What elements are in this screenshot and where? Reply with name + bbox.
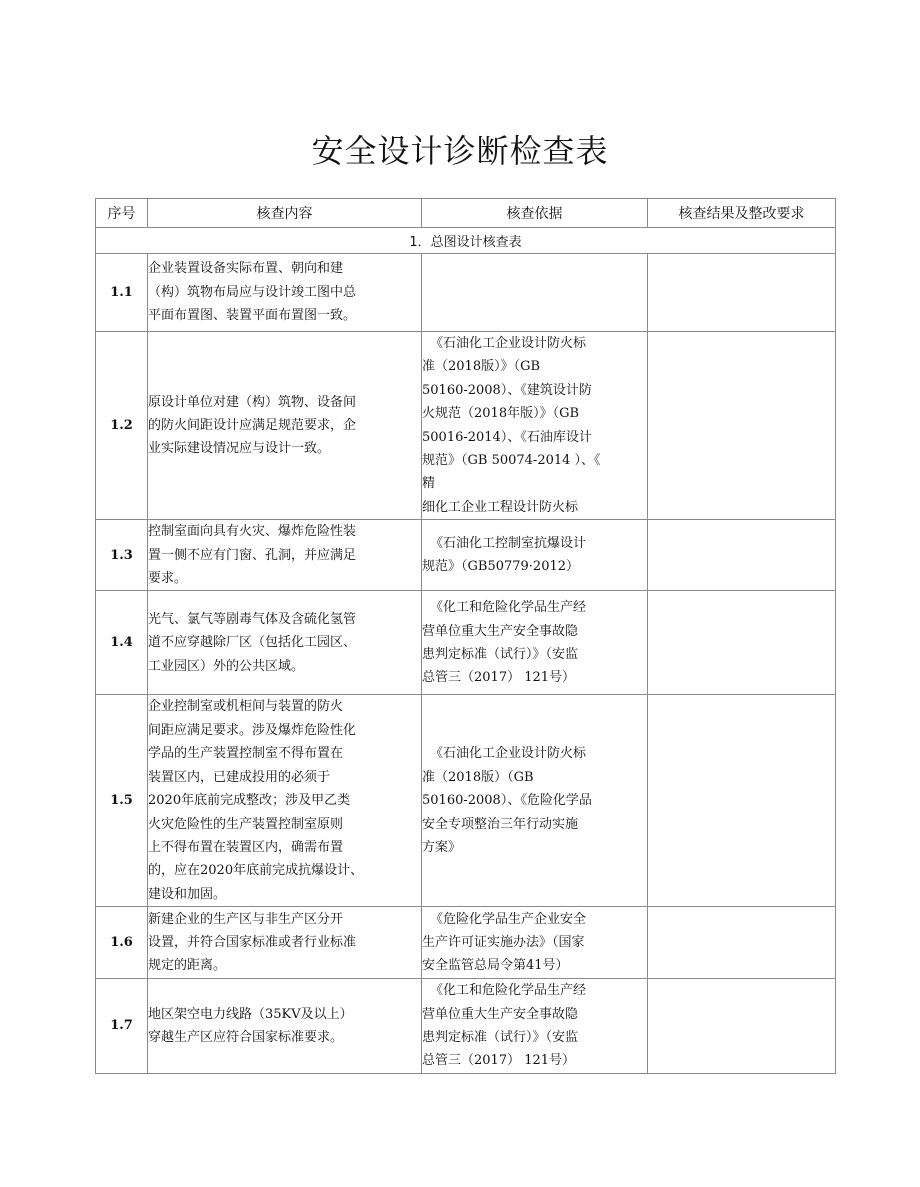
content-line: 设置，并符合国家标准或者行业标准 (148, 934, 357, 950)
content-line: 2020年底前完成整改；涉及甲乙类 (148, 793, 351, 809)
content-line: 平面布置图、装置平面布置图一致。 (148, 308, 357, 324)
row-content (148, 907, 422, 979)
basis-line: 《化工和危险化学品生产经 (430, 983, 587, 999)
content-line: 建设和加固。 (148, 886, 227, 902)
content-line: 间距应满足要求。涉及爆炸危险性化 (148, 722, 357, 738)
section-row (96, 228, 836, 254)
basis-line: 安全监管总局令第41号） (422, 958, 569, 974)
basis-line: 《石油化工企业设计防火标 (430, 336, 587, 351)
row-result (648, 332, 836, 520)
row-content (148, 254, 422, 332)
basis-line: 营单位重大生产安全事故隐 (422, 623, 579, 639)
content-line: 原设计单位对建（构）筑物、设备间 (148, 394, 357, 410)
content-line: 地区架空电力线路（35KV及以上） (148, 1006, 353, 1022)
content-line: 规定的距离。 (148, 958, 227, 974)
row-number: 1.7 (96, 979, 148, 1074)
content-line: 的，应在2020年底前完成抗爆设计、 (148, 863, 364, 879)
content-line: 的防火间距设计应满足规范要求，企 (148, 417, 357, 433)
header-content: 核查内容 (148, 199, 422, 228)
basis-line: 总管三（2017） 121号） (422, 670, 576, 686)
content-line: 新建企业的生产区与非生产区分开 (148, 911, 344, 927)
row-basis (422, 695, 648, 907)
row-basis (422, 591, 648, 695)
content-line: 控制室面向具有火灾、爆炸危险性装 (148, 524, 357, 540)
content-line: 道不应穿越除厂区（包括化工园区、 (148, 635, 357, 651)
row-number: 1.1 (96, 254, 148, 332)
content-line: （构）筑物布局应与设计竣工图中总 (148, 284, 357, 300)
basis-line: 细化工企业工程设计防火标 (422, 499, 579, 515)
basis-line: 50160-2008）、《建筑设计防 (422, 382, 592, 398)
table-row (96, 695, 836, 907)
row-result (648, 591, 836, 695)
table-row (96, 979, 836, 1074)
basis-line: 《石油化工控制室抗爆设计 (430, 535, 587, 551)
content-line: 装置区内，已建成投用的必须于 (148, 769, 331, 785)
row-basis (422, 907, 648, 979)
row-result (648, 520, 836, 591)
table-row (96, 332, 836, 520)
basis-line: 精 (422, 476, 436, 492)
section-title: 1．总图设计核查表 (96, 228, 836, 254)
row-result (648, 907, 836, 979)
content-line: 火灾危险性的生产装置控制室原则 (148, 816, 344, 832)
table-row (96, 520, 836, 591)
basis-line: 《化工和危险化学品生产经 (430, 600, 587, 616)
row-content (148, 520, 422, 591)
content-line: 工业园区）外的公共区域。 (148, 658, 305, 674)
page-title: 安全设计诊断检查表 (311, 132, 609, 170)
basis-line: 《危险化学品生产企业安全 (430, 911, 587, 927)
basis-line: 安全专项整治三年行动实施 (422, 816, 579, 832)
basis-line: 规范》（GB50779·2012） (422, 559, 580, 575)
header-basis: 核查依据 (422, 199, 648, 228)
basis-line: 患判定标准（试行）》（安监 (422, 1029, 579, 1045)
header-result: 核查结果及整改要求 (648, 199, 836, 228)
basis-line: 50160-2008）、《危险化学品 (422, 793, 592, 809)
content-line: 企业控制室或机柜间与装置的防火 (148, 699, 344, 715)
row-content (148, 332, 422, 520)
table-row (96, 254, 836, 332)
basis-line: 火规范（2018年版）》（GB (422, 406, 580, 422)
row-result (648, 254, 836, 332)
row-number: 1.4 (96, 591, 148, 695)
table-row (96, 591, 836, 695)
basis-line: 患判定标准（试行）》（安监 (422, 646, 579, 662)
basis-line: 50016-2014）、《石油库设计 (422, 429, 592, 445)
content-line: 要求。 (148, 571, 188, 587)
row-content (148, 695, 422, 907)
content-line: 穿越生产区应符合国家标准要求。 (148, 1029, 344, 1045)
basis-line: 生产许可证实施办法》（国家 (422, 934, 585, 950)
basis-line: 营单位重大生产安全事故隐 (422, 1006, 579, 1022)
row-result (648, 979, 836, 1074)
content-line: 光气、氯气等剧毒气体及含硫化氢管 (148, 611, 357, 627)
row-basis (422, 332, 648, 520)
basis-line: 总管三（2017） 121号） (422, 1053, 576, 1069)
table-row (96, 907, 836, 979)
row-basis (422, 520, 648, 591)
content-line: 企业装置设备实际布置、朝向和建 (148, 261, 344, 277)
header-seq: 序号 (96, 199, 148, 228)
inspection-table (95, 198, 836, 1074)
row-basis (422, 979, 648, 1074)
row-number: 1.2 (96, 332, 148, 520)
row-number: 1.6 (96, 907, 148, 979)
content-line: 置一侧不应有门窗、孔洞，并应满足 (148, 547, 357, 563)
content-line: 业实际建设情况应与设计一致。 (148, 441, 331, 457)
basis-line: 准（2018版）（GB (422, 769, 534, 785)
basis-line: 《石油化工企业设计防火标 (430, 746, 587, 762)
row-number: 1.3 (96, 520, 148, 591)
row-content (148, 591, 422, 695)
content-line: 学品的生产装置控制室不得布置在 (148, 746, 344, 762)
basis-line: 准（2018版）》（GB (422, 359, 541, 375)
basis-line: 方案》 (422, 839, 462, 855)
row-result (648, 695, 836, 907)
row-basis (422, 254, 648, 332)
header-row (96, 199, 836, 228)
row-number: 1.5 (96, 695, 148, 907)
basis-line: 规范》（GB 50074-2014 ）、《 (422, 453, 601, 469)
content-line: 上不得布置在装置区内，确需布置 (148, 839, 344, 855)
row-content (148, 979, 422, 1074)
